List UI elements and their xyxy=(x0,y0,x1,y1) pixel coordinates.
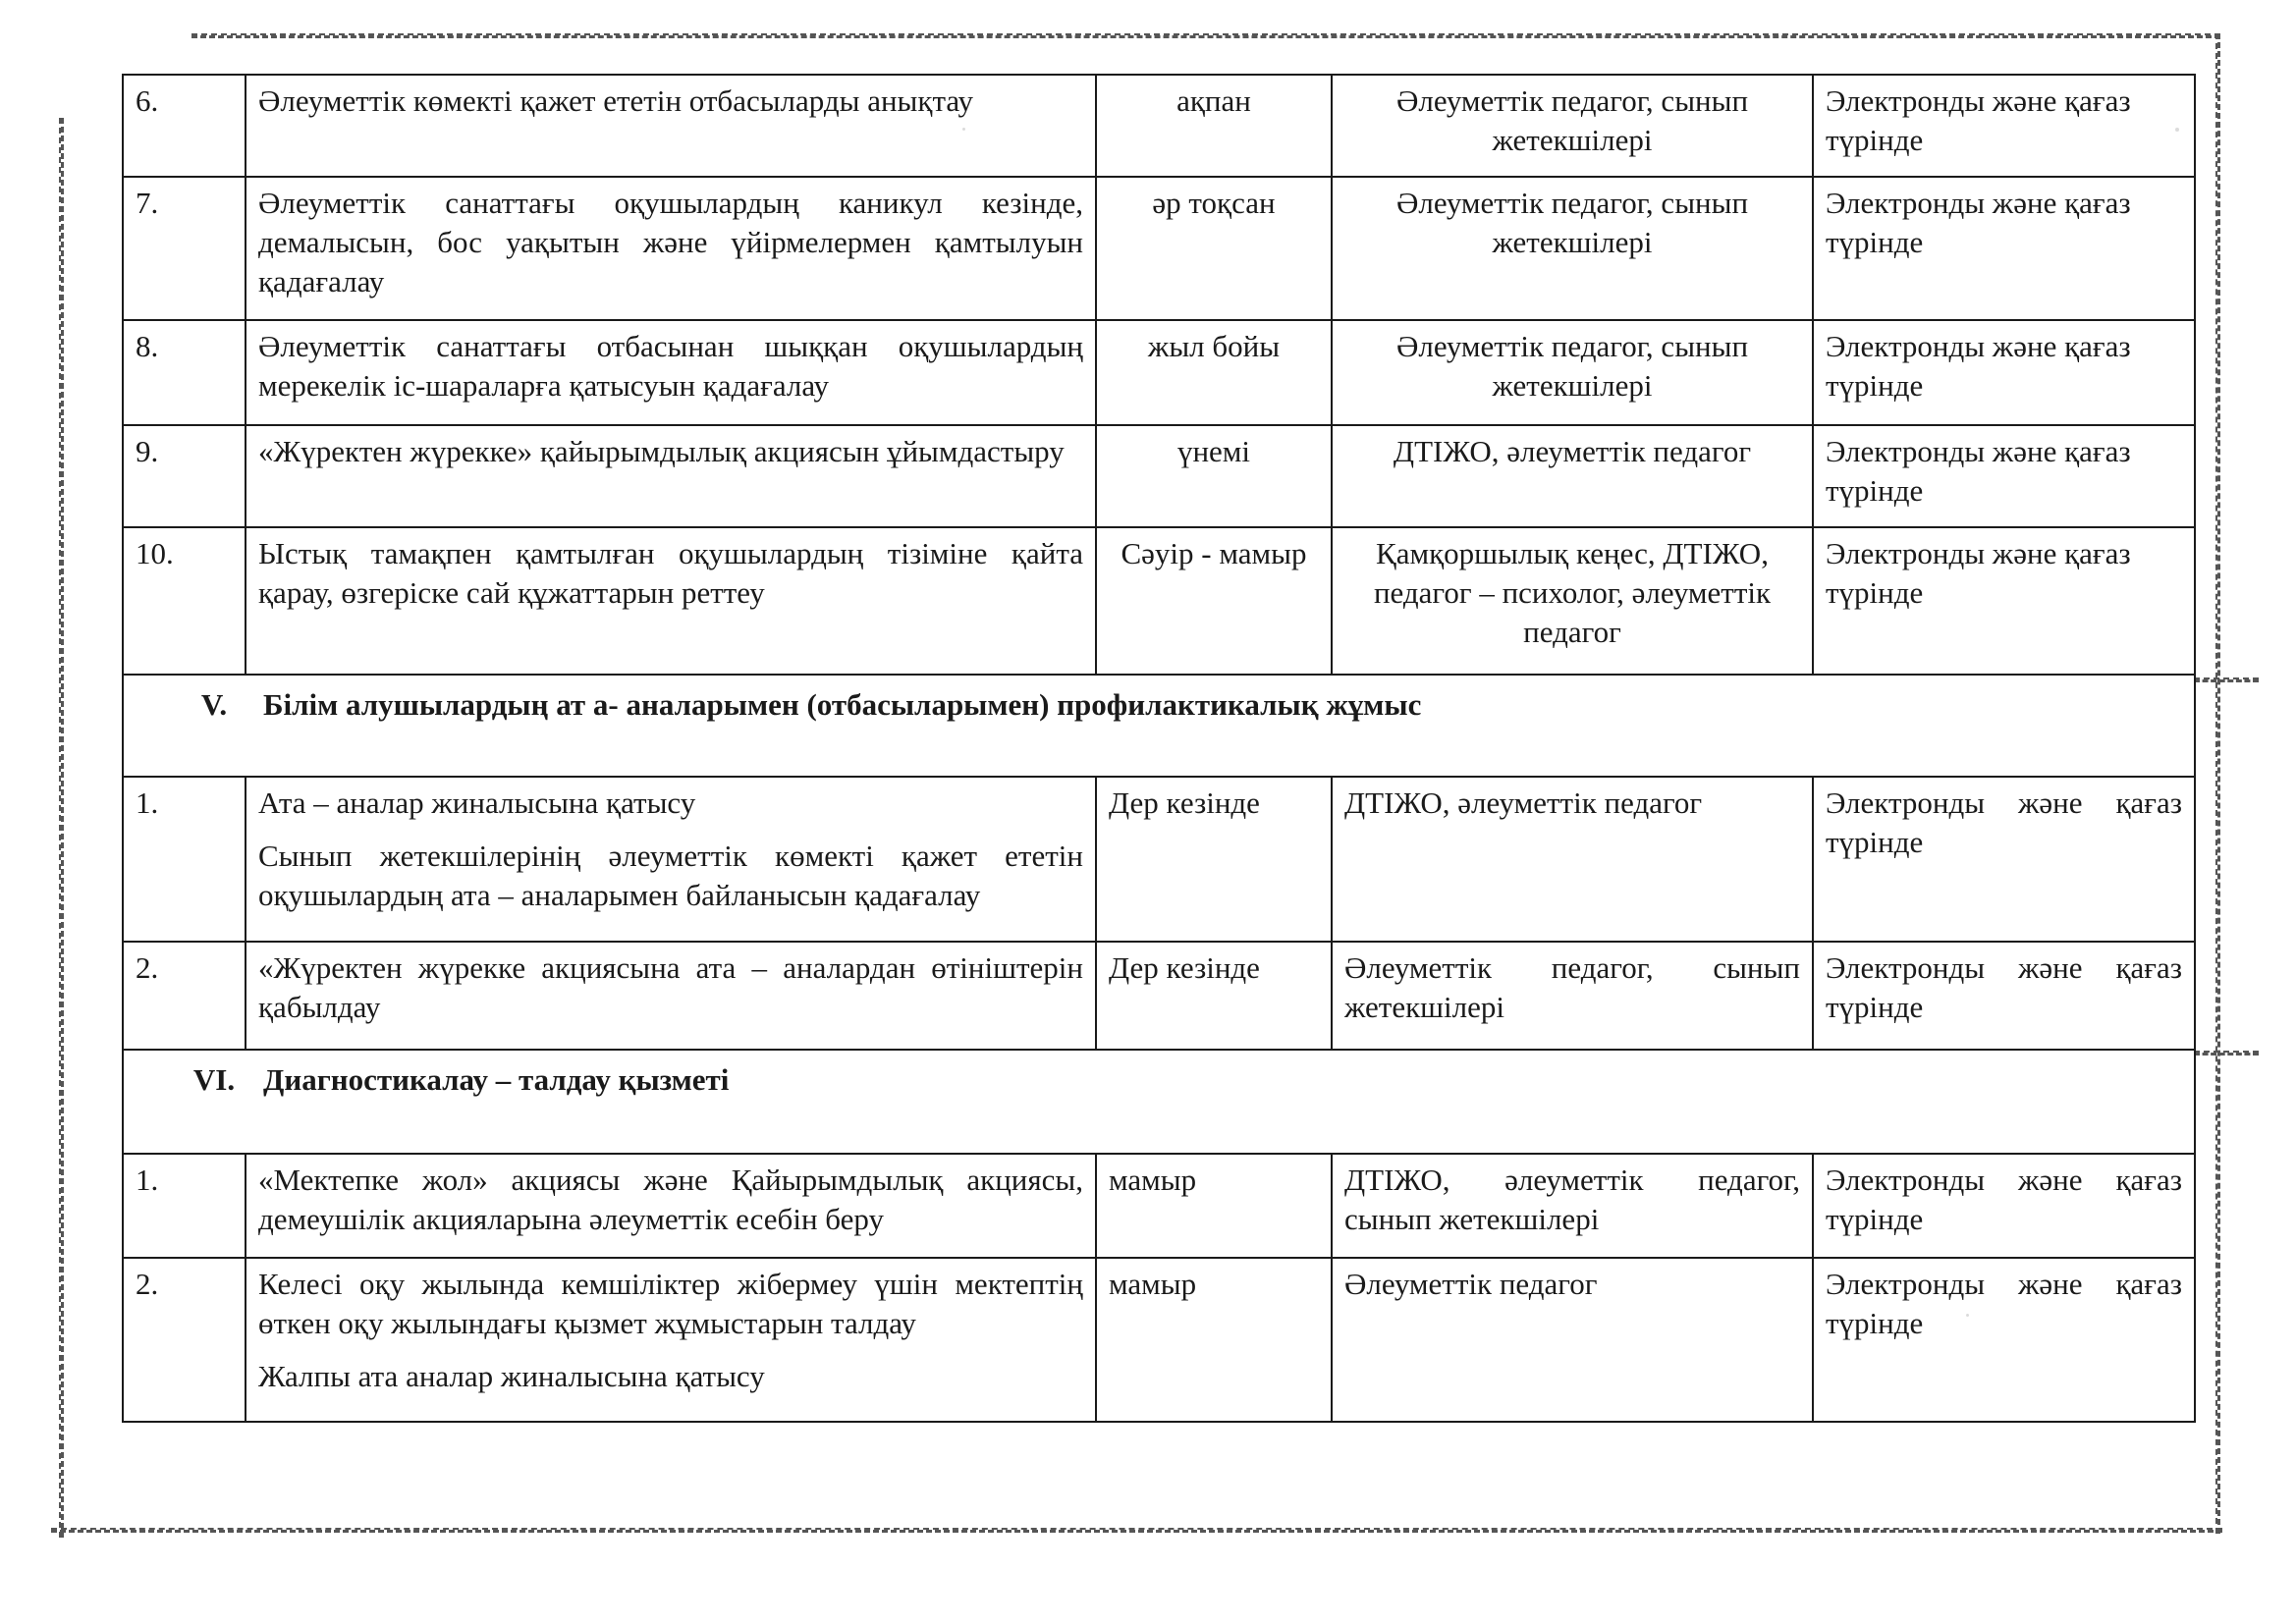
scan-speck xyxy=(2175,128,2179,132)
form-cell: Электронды және қағаз түрінде xyxy=(1813,777,2195,942)
scan-border-right xyxy=(2215,33,2220,1534)
activity-cell: Әлеуметтік санаттағы оқушылардың каникул кезінде, демалысын, бос уақытын және үйірмелермен қамтылуын қадағалау xyxy=(246,177,1096,320)
table-row xyxy=(123,527,2195,675)
row-number: 7. xyxy=(123,177,246,320)
responsible-cell: ДТІЖО, әлеуметтік педагог xyxy=(1332,777,1813,942)
period-cell: Дер кезінде xyxy=(1096,777,1332,942)
form-cell: Электронды және қағаз түрінде xyxy=(1813,1154,2195,1258)
table-row xyxy=(123,942,2195,1050)
period-cell: ақпан xyxy=(1096,75,1332,177)
form-cell: Электронды және қағаз түрінде xyxy=(1813,320,2195,425)
activity-cell: «Жүректен жүрекке акциясына ата – аналардан өтініштерін қабылдау xyxy=(246,942,1096,1050)
form-cell: Электронды және қағаз түрінде xyxy=(1813,177,2195,320)
form-cell: Электронды және қағаз түрінде xyxy=(1813,1258,2195,1422)
form-cell: Электронды және қағаз түрінде xyxy=(1813,527,2195,675)
activity-paragraph: Ата – аналар жиналысына қатысу xyxy=(258,785,696,820)
table-row xyxy=(123,1154,2195,1258)
form-cell: Электронды және қағаз түрінде xyxy=(1813,425,2195,527)
activity-cell xyxy=(246,777,1096,942)
section-number: VI. xyxy=(192,1062,236,1097)
row-number: 9. xyxy=(123,425,246,527)
responsible-cell: ДТІЖО, әлеуметтік педагог xyxy=(1332,425,1813,527)
responsible-cell: Қамқоршылық кеңес, ДТІЖО, педагог – психолог, әлеуметтік педагог xyxy=(1332,527,1813,675)
period-cell: үнемі xyxy=(1096,425,1332,527)
scan-speck xyxy=(1966,1314,1969,1317)
table-row xyxy=(123,1258,2195,1422)
section-heading xyxy=(123,675,2195,777)
scan-line-mid xyxy=(2194,1051,2259,1056)
section-title: Диагностикалау – талдау қызметі xyxy=(263,1062,730,1097)
form-cell: Электронды және қағаз түрінде xyxy=(1813,942,2195,1050)
table-row xyxy=(123,777,2195,942)
period-cell: жыл бойы xyxy=(1096,320,1332,425)
section-heading-row xyxy=(123,675,2195,777)
period-cell: мамыр xyxy=(1096,1154,1332,1258)
activity-cell xyxy=(246,1258,1096,1422)
row-number: 6. xyxy=(123,75,246,177)
responsible-cell: Әлеуметтік педагог, сынып жетекшілері xyxy=(1332,177,1813,320)
section-heading-row xyxy=(123,1050,2195,1154)
table-row xyxy=(123,75,2195,177)
scan-line-mid xyxy=(2194,677,2259,682)
table-row xyxy=(123,320,2195,425)
period-cell: Дер кезінде xyxy=(1096,942,1332,1050)
period-cell: әр тоқсан xyxy=(1096,177,1332,320)
form-cell: Электронды және қағаз түрінде xyxy=(1813,75,2195,177)
row-number: 10. xyxy=(123,527,246,675)
responsible-cell: ДТІЖО, әлеуметтік педагог, сынып жетекшілері xyxy=(1332,1154,1813,1258)
period-cell: Сәуір - мамыр xyxy=(1096,527,1332,675)
row-number: 2. xyxy=(123,942,246,1050)
section-number: V. xyxy=(200,687,228,722)
activity-cell: «Мектепке жол» акциясы және Қайырымдылық акциясы, демеушілік акцияларына әлеуметтік есебін беру xyxy=(246,1154,1096,1258)
section-heading xyxy=(123,1050,2195,1154)
scan-border-bottom xyxy=(51,1528,2222,1533)
activity-cell: Ыстық тамақпен қамтылған оқушылардың тізіміне қайта қарау, өзгеріске сай құжаттарын реттеу xyxy=(246,527,1096,675)
row-number: 1. xyxy=(123,1154,246,1258)
row-number: 1. xyxy=(123,777,246,942)
scan-border-left xyxy=(59,118,64,1538)
activity-cell: Әлеуметтік көмекті қажет ететін отбасыларды анықтау xyxy=(246,75,1096,177)
row-number: 8. xyxy=(123,320,246,425)
row-number: 2. xyxy=(123,1258,246,1422)
activity-paragraph: Жалпы ата аналар жиналысына қатысу xyxy=(258,1359,765,1393)
responsible-cell: Әлеуметтік педагог xyxy=(1332,1258,1813,1422)
scan-border-top xyxy=(191,33,2220,38)
activity-paragraph: Сынып жетекшілерінің әлеуметтік көмекті қажет ететін оқушылардың ата – аналарымен байланысын қадағалау xyxy=(258,839,1083,912)
responsible-cell: Әлеуметтік педагог, сынып жетекшілері xyxy=(1332,942,1813,1050)
table-row xyxy=(123,177,2195,320)
table-row xyxy=(123,425,2195,527)
activity-cell: «Жүректен жүрекке» қайырымдылық акциясын ұйымдастыру xyxy=(246,425,1096,527)
section-title: Білім алушылардың ат а- аналарымен (отбасыларымен) профилактикалық жұмыс xyxy=(263,687,1422,722)
scan-speck xyxy=(962,128,965,131)
plan-table xyxy=(122,74,2196,1423)
activity-paragraph: Келесі оқу жылында кемшіліктер жібермеу үшін мектептің өткен оқу жылындағы қызмет жұмыстарын талдау xyxy=(258,1267,1083,1340)
period-cell: мамыр xyxy=(1096,1258,1332,1422)
activity-cell: Әлеуметтік санаттағы отбасынан шыққан оқушылардың мерекелік іс-шараларға қатысуын қадағалау xyxy=(246,320,1096,425)
responsible-cell: Әлеуметтік педагог, сынып жетекшілері xyxy=(1332,320,1813,425)
responsible-cell: Әлеуметтік педагог, сынып жетекшілері xyxy=(1332,75,1813,177)
